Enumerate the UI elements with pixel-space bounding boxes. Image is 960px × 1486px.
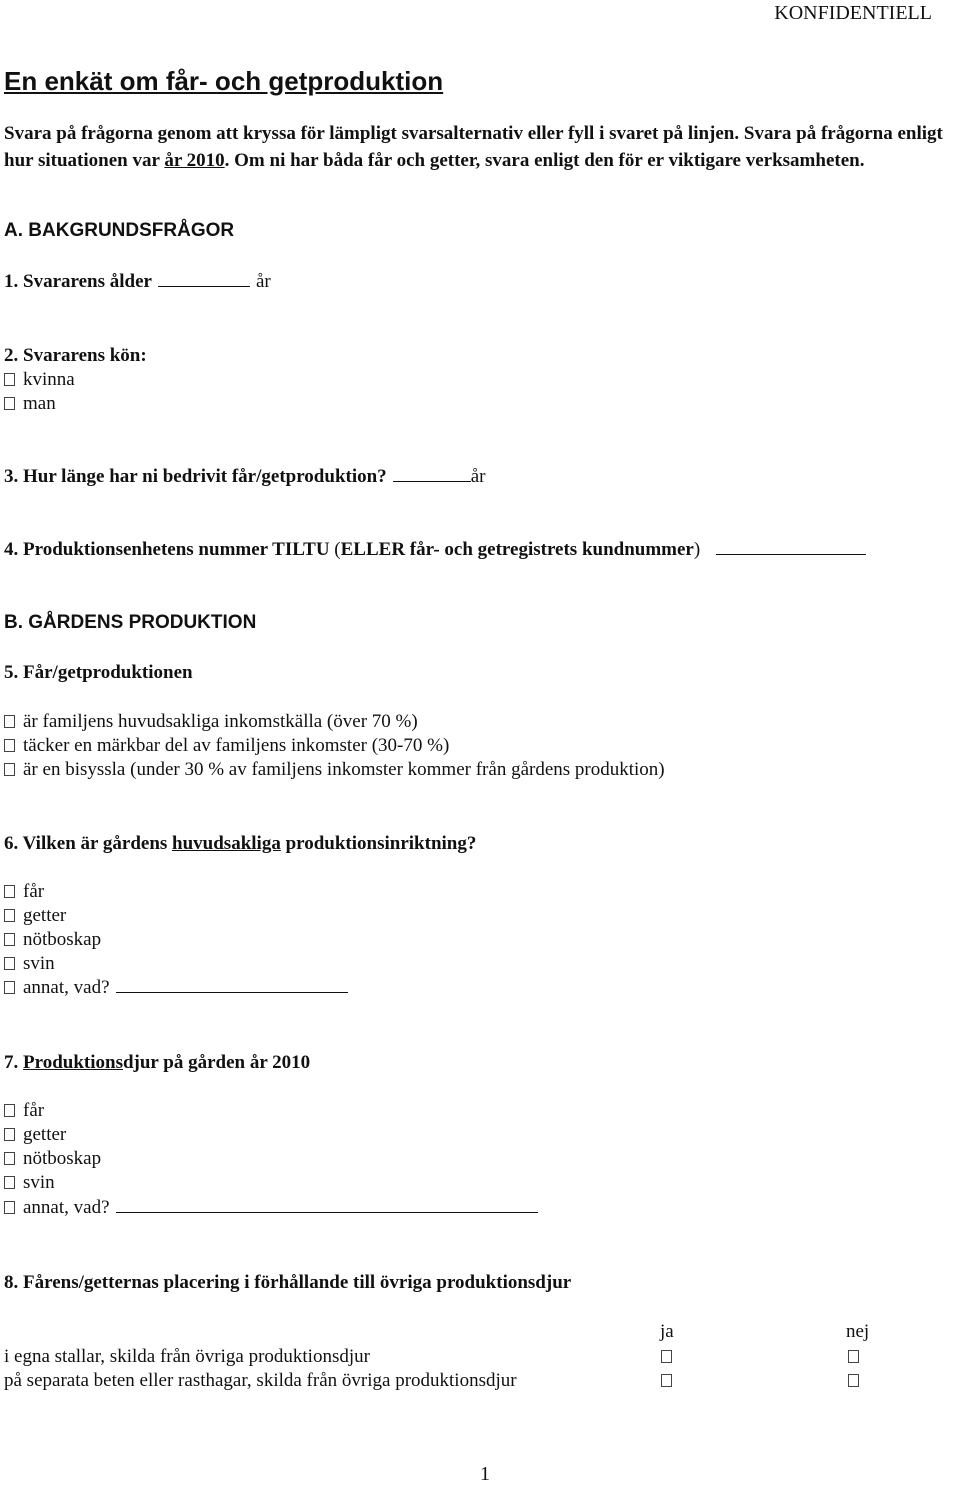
q7-option-svin[interactable]: [4, 1171, 55, 1195]
option-label: nötboskap: [23, 929, 102, 950]
q6-option-getter[interactable]: [4, 904, 66, 928]
checkbox[interactable]: [4, 1152, 15, 1165]
q3-unit: år: [470, 466, 486, 487]
q6-label-pre: 6. Vilken är gårdens: [4, 833, 173, 854]
question-6: [4, 832, 476, 856]
question-4: [4, 538, 872, 562]
option-label: annat, vad?: [23, 977, 110, 998]
checkbox[interactable]: [4, 1176, 15, 1189]
q8-row-2-no-checkbox[interactable]: [848, 1373, 867, 1391]
q7-label-underlined: Produktions: [23, 1052, 123, 1073]
q1-age-input-line[interactable]: [158, 285, 250, 287]
checkbox[interactable]: [4, 1201, 15, 1214]
q3-label: 3. Hur länge har ni bedrivit får/getproduktion?: [4, 466, 387, 487]
q6-option-notboskap[interactable]: [4, 928, 101, 952]
checkbox[interactable]: [4, 933, 15, 946]
q2-label: 2. Svararens kön:: [4, 345, 147, 366]
checkbox[interactable]: [4, 1128, 15, 1141]
checkbox[interactable]: [4, 373, 15, 386]
q4-label: 4. Produktionsenhetens nummer TILTU: [4, 539, 330, 560]
checkbox[interactable]: [4, 397, 15, 410]
page-title: En enkät om får- och getproduktion: [4, 66, 444, 96]
q6-option-svin[interactable]: [4, 952, 55, 976]
question-3: [4, 465, 485, 489]
q8-row-1-label: i egna stallar, skilda från övriga produktionsdjur: [4, 1346, 370, 1367]
option-label: man: [23, 393, 56, 414]
option-label: svin: [23, 953, 55, 974]
q2-option-man[interactable]: [4, 392, 56, 416]
intro-year: år 2010: [164, 150, 225, 171]
q3-years-input-line[interactable]: [393, 480, 471, 482]
q7-option-getter[interactable]: [4, 1123, 66, 1147]
q6-label-post: produktionsinriktning?: [280, 833, 477, 854]
q8-row-2-yes-checkbox[interactable]: [661, 1373, 680, 1391]
q2-option-kvinna[interactable]: [4, 368, 75, 392]
option-label: kvinna: [23, 369, 75, 390]
q7-label-post: djur på gården år 2010: [122, 1052, 311, 1073]
option-label: getter: [23, 1124, 67, 1145]
option-label: nötboskap: [23, 1148, 102, 1169]
q8-row-1-no-checkbox[interactable]: [848, 1349, 867, 1367]
q6-other-input-line[interactable]: [116, 991, 348, 993]
q5-label: 5. Får/getproduktionen: [4, 662, 193, 683]
option-label: getter: [23, 905, 67, 926]
q5-option-2[interactable]: [4, 734, 449, 758]
checkbox[interactable]: [4, 715, 15, 728]
q1-unit: år: [255, 271, 271, 292]
q1-label: 1. Svararens ålder: [4, 271, 152, 292]
q6-option-annat[interactable]: [4, 976, 354, 1000]
checkbox[interactable]: [4, 981, 15, 994]
checkbox[interactable]: [4, 957, 15, 970]
intro-part1: Svara på frågorna genom att kryssa för lämpligt svarsalternativ eller fyll i svaret på linjen. Svara på frågorna enligt hur situationen var: [4, 123, 943, 171]
checkbox[interactable]: [4, 885, 15, 898]
checkbox[interactable]: [4, 1104, 15, 1117]
option-label: täcker en märkbar del av familjens inkomster (30-70 %): [23, 735, 450, 756]
q7-option-notboskap[interactable]: [4, 1147, 101, 1171]
intro-text: [4, 120, 944, 174]
q5-option-1[interactable]: [4, 710, 418, 734]
section-a-heading: A. BAKGRUNDSFRÅGOR: [4, 220, 235, 241]
q8-row-2-label: på separata beten eller rasthagar, skilda från övriga produktionsdjur: [4, 1370, 517, 1391]
option-label: svin: [23, 1172, 55, 1193]
q5-option-3[interactable]: [4, 758, 665, 782]
q7-other-input-line[interactable]: [116, 1211, 538, 1213]
q4-label-paren: (: [329, 539, 341, 560]
section-b-heading: B. GÅRDENS PRODUKTION: [4, 612, 257, 633]
option-label: är en bisyssla (under 30 % av familjens inkomster kommer från gårdens produktion): [23, 759, 665, 780]
question-7: [4, 1051, 310, 1075]
q8-col-yes: ja: [660, 1321, 674, 1342]
option-label: är familjens huvudsakliga inkomstkälla (över 70 %): [23, 711, 418, 732]
q6-option-far[interactable]: [4, 880, 44, 904]
option-label: får: [23, 1100, 45, 1121]
confidential-label: KONFIDENTIELL: [774, 2, 932, 24]
q4-label-end: ): [693, 539, 701, 560]
q7-option-annat[interactable]: [4, 1196, 544, 1220]
checkbox[interactable]: [4, 739, 15, 752]
option-label: får: [23, 881, 45, 902]
page-number: 1: [480, 1463, 490, 1485]
q7-label-pre: 7.: [4, 1052, 23, 1073]
q4-label-alt: ELLER får- och getregistrets kundnummer: [340, 539, 694, 560]
question-1: [4, 270, 271, 294]
q7-option-far[interactable]: [4, 1099, 44, 1123]
option-label: annat, vad?: [23, 1197, 110, 1218]
q6-label-underlined: huvudsakliga: [172, 833, 281, 854]
q8-row-1-yes-checkbox[interactable]: [661, 1349, 680, 1367]
q8-col-no: nej: [846, 1321, 870, 1342]
q4-number-input-line[interactable]: [716, 553, 866, 555]
q8-label: 8. Fårens/getternas placering i förhållande till övriga produktionsdjur: [4, 1272, 572, 1293]
intro-part2: . Om ni har båda får och getter, svara enligt den för er viktigare verksamheten.: [224, 150, 865, 171]
checkbox[interactable]: [4, 763, 15, 776]
checkbox[interactable]: [4, 909, 15, 922]
